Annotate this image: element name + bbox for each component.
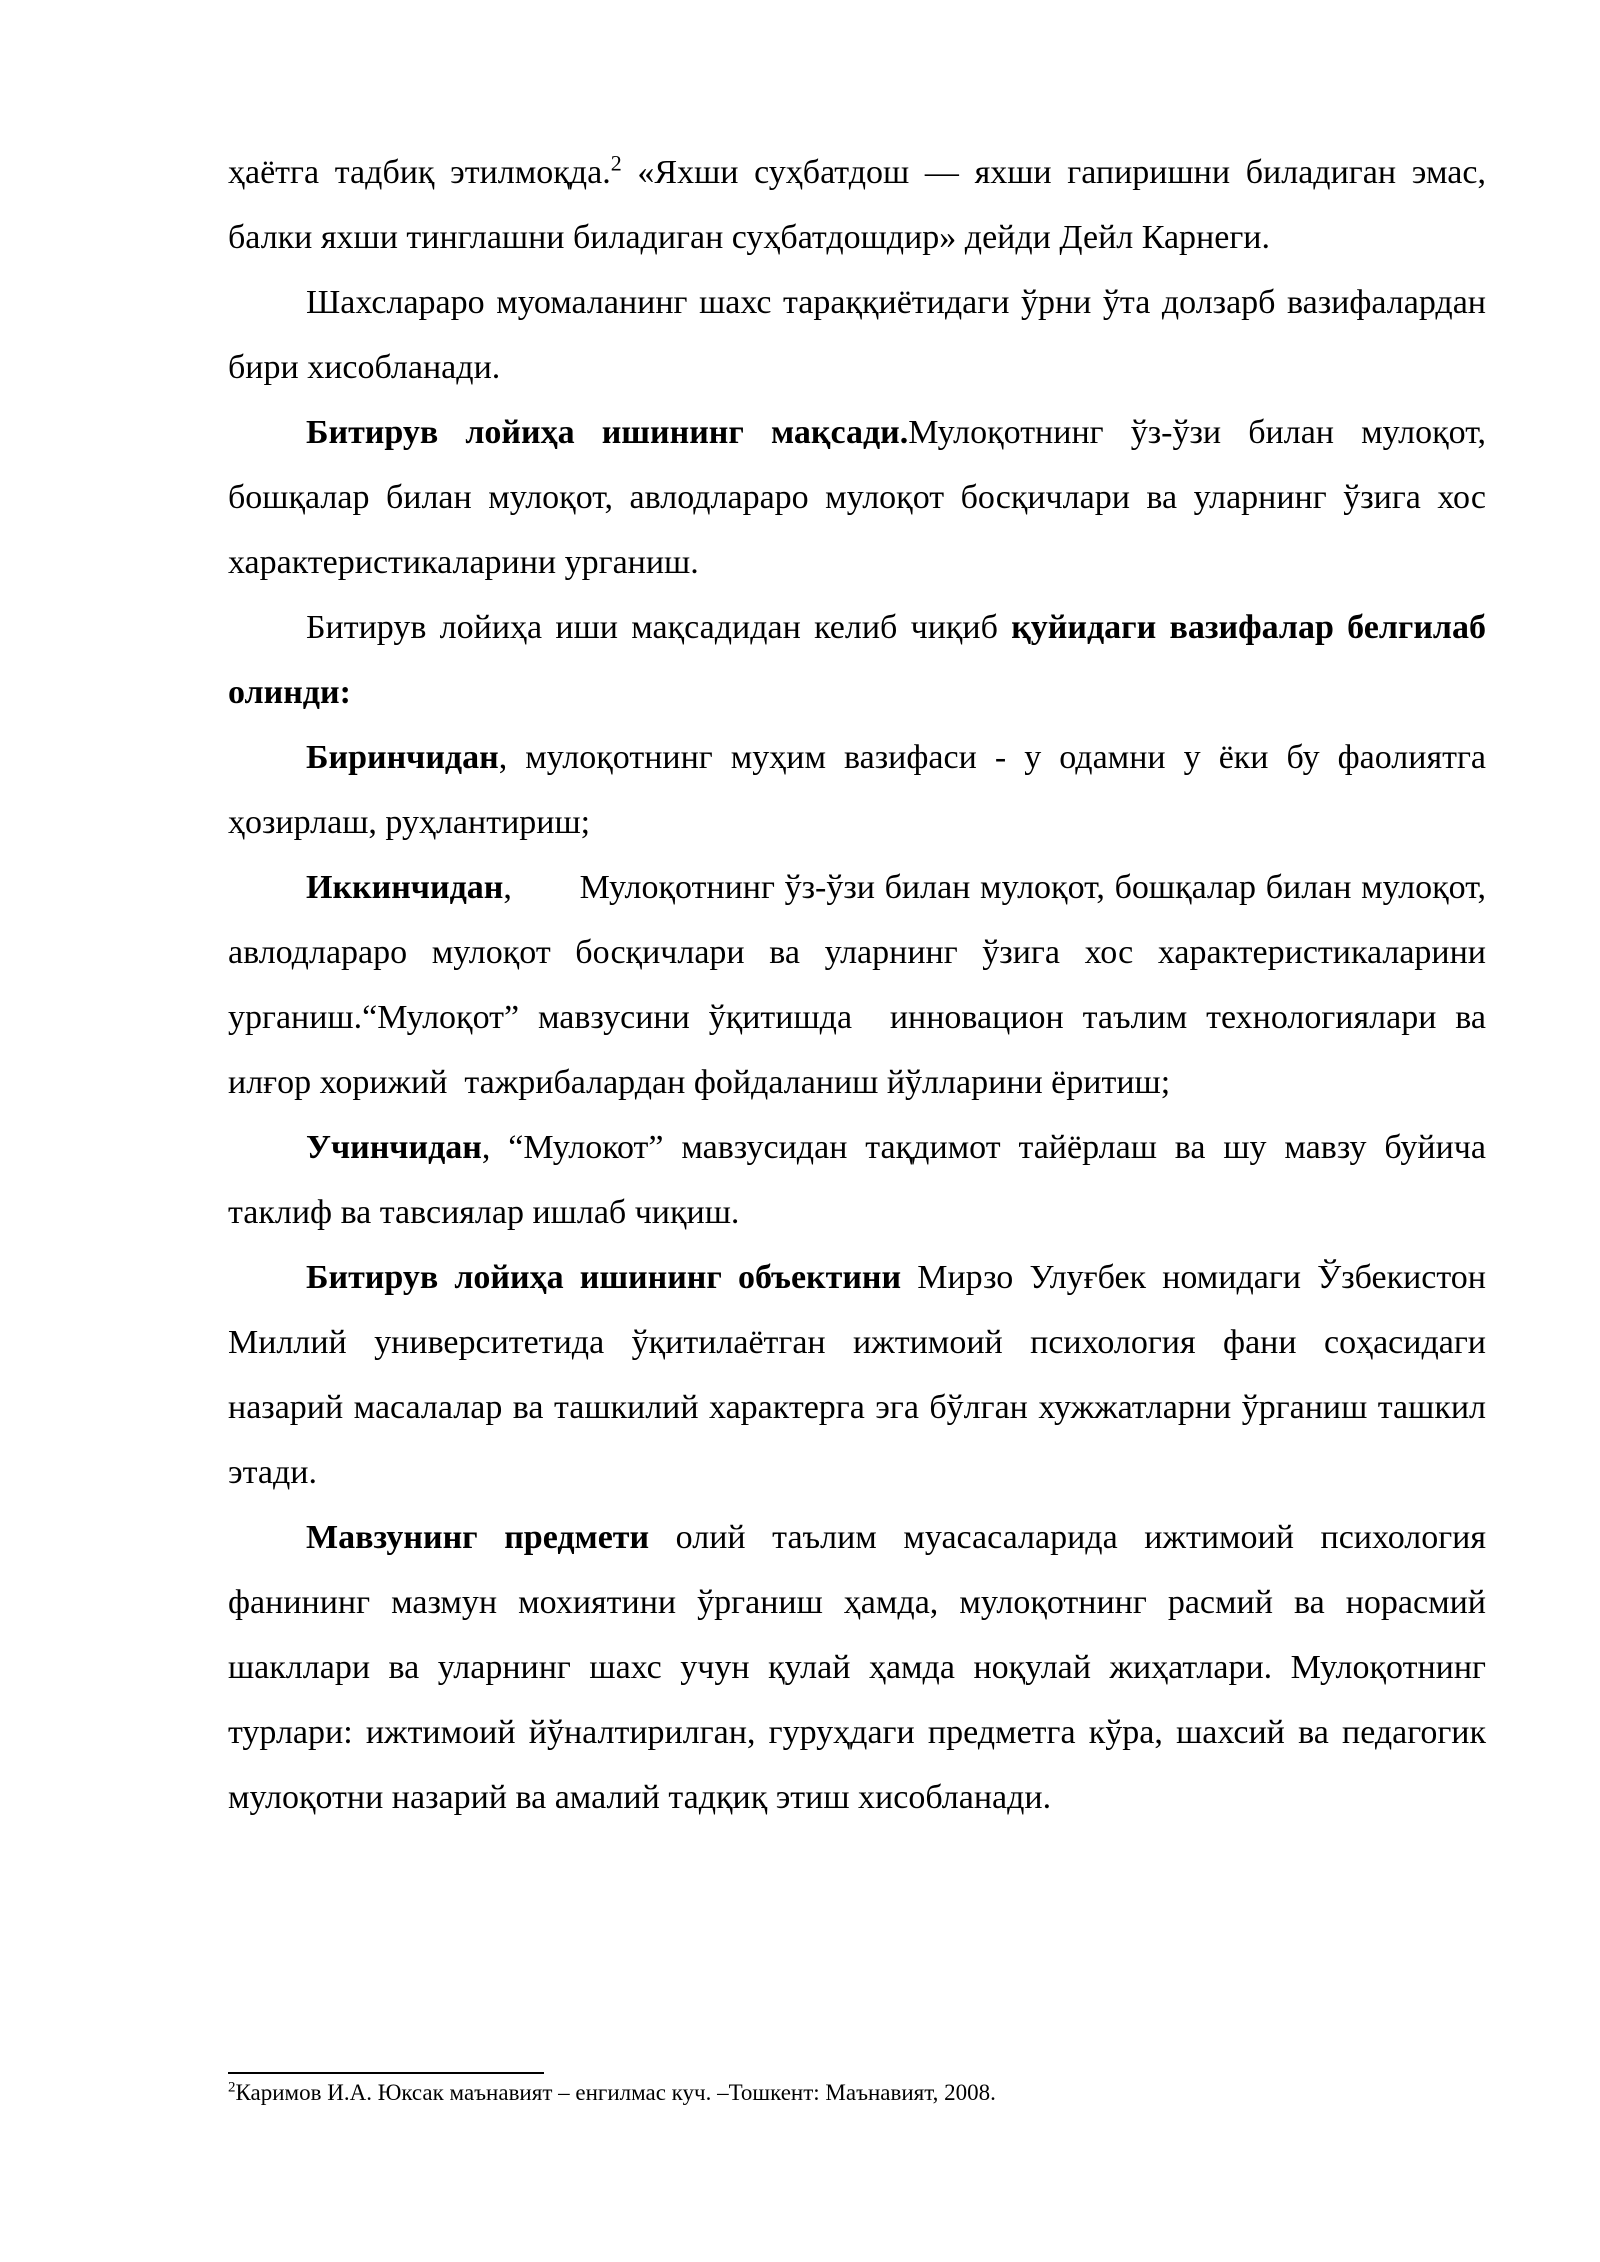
paragraph-tasks-intro	[228, 595, 1486, 725]
paragraph-subject	[228, 1505, 1486, 1830]
paragraph-second-task	[228, 855, 1495, 1115]
paragraph-heading: Битирув лойиҳа ишининг мақсади.	[306, 414, 909, 451]
paragraph-heading: Иккинчидан	[306, 869, 504, 906]
footnote-text: Каримов И.А. Юксак маънавият – енгилмас куч. –Тошкент: Маънавият, 2008.	[235, 2080, 996, 2105]
paragraph-third-task	[228, 1115, 1486, 1245]
paragraph-object	[228, 1245, 1486, 1505]
paragraph-text: , “Мулокот” мавзусидан тақдимот тайёрлаш ва шу мавзу буйича таклиф ва тавсиялар ишлаб чиқиш.	[228, 1129, 1486, 1231]
paragraph-heading: Битирув лойиҳа ишининг объектини	[306, 1259, 902, 1296]
footnote-reference[interactable]: 2	[610, 150, 622, 176]
footnote-number: 2	[228, 2079, 236, 2096]
paragraph-1	[228, 140, 1486, 270]
paragraph-heading: Биринчидан	[306, 739, 499, 776]
paragraph-2	[228, 270, 1486, 400]
paragraph-first-task	[228, 725, 1486, 855]
paragraph-text: , мулоқотнинг муҳим вазифаси - у одамни у ёки бу фаолиятга ҳозирлаш, руҳлантириш;	[228, 739, 1486, 841]
paragraph-text: Шахслараро муомаланинг шахс тараққиётидаги ўрни ўта долзарб вазифалардан бири хисобланади.	[228, 284, 1486, 386]
paragraph-heading: қуйидаги вазифалар белгилаб олинди:	[228, 609, 1486, 711]
paragraph-heading: Учинчидан	[306, 1129, 482, 1166]
paragraph-text: Мирзо Улуғбек номидаги Ўзбекистон Миллий университетида ўқитилаётган ижтимоий психология фани соҳасидаги назарий масалалар ва ташкилий характерга эга бўлган хужжатларни ўрганиш ташкил этади.	[228, 1259, 1487, 1491]
paragraph-text: Мулоқотнинг ўз-ўзи билан мулоқот, бошқалар билан мулоқот, авлодлараро мулоқот босқичлари ва уларнинг ўзига хос характеристикаларини урганиш.	[228, 414, 1486, 581]
document-body	[228, 140, 1495, 1830]
paragraph-goal	[228, 400, 1486, 595]
paragraph-text: ҳаётга тадбиқ этилмоқда.	[228, 154, 611, 191]
footnote	[228, 2078, 1486, 2108]
paragraph-heading: Мавзунинг предмети	[306, 1519, 650, 1556]
footnote-separator	[228, 2072, 544, 2074]
paragraph-text: олий таълим муасасаларида ижтимоий психология фанининг мазмун мохиятини ўрганиш ҳамда, мулоқотнинг расмий ва норасмий шакллари ва уларнинг шахс учун қулай ҳамда ноқулай жиҳатлари. Мулоқотнинг турлари: ижтимоий йўналтирилган, гуруҳдаги предметга кўра, шахсий ва педагогик мулоқотни назарий ва амалий тадқиқ этиш хисобланади.	[228, 1519, 1486, 1816]
paragraph-text: Битирув лойиҳа иши мақсадидан келиб чиқиб	[306, 609, 1012, 646]
paragraph-text: «Яхши суҳбатдош — яхши гапиришни биладиган эмас, балки яхши тинглашни биладиган суҳбатдошдир» дейди Дейл Карнеги.	[228, 154, 1486, 256]
paragraph-text: , Мулоқотнинг ўз-ўзи билан мулоқот, бошқалар билан мулоқот, авлодлараро мулоқот босқичлари ва уларнинг ўзига хос характеристикаларини урганиш.“Мулоқот” мавзусини ўқитишда инновацион таълим технологиялари ва илғор хорижий тажрибалардан фойдаланиш йўлларини ёритиш;	[228, 869, 1495, 1101]
